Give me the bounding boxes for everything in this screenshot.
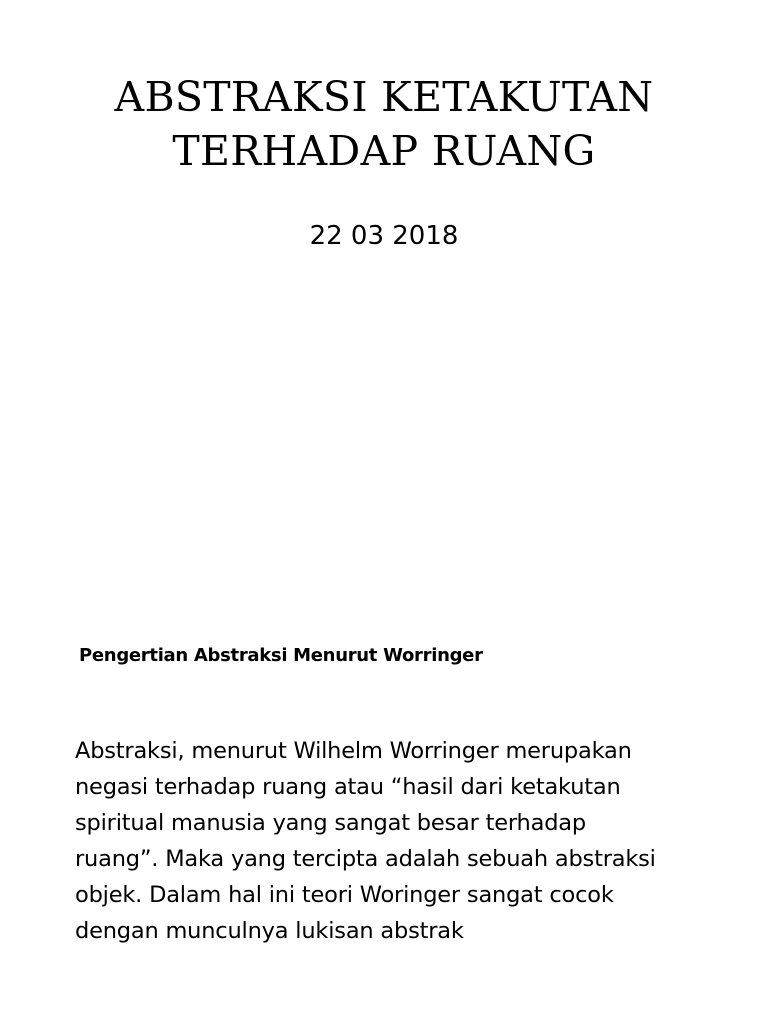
slide-title-line-1: ABSTRAKSI KETAKUTAN: [114, 73, 654, 121]
paragraph-line-6: dengan munculnya lukisan abstrak: [75, 918, 464, 944]
paragraph-line-5: objek. Dalam hal ini teori Woringer sangat cocok: [75, 882, 614, 908]
body-paragraph: [75, 733, 735, 949]
paragraph-line-3: spiritual manusia yang sangat besar terhadap: [75, 810, 586, 836]
slide-title-line-2: TERHADAP RUANG: [172, 127, 596, 175]
paragraph-line-2: negasi terhadap ruang atau “hasil dari ketakutan: [75, 774, 621, 800]
slide-title: [0, 70, 768, 178]
paragraph-line-1: Abstraksi, menurut Wilhelm Worringer merupakan: [75, 738, 632, 764]
paragraph-line-4: ruang”. Maka yang tercipta adalah sebuah abstraksi: [75, 846, 656, 872]
section-heading: Pengertian Abstraksi Menurut Worringer: [79, 645, 483, 666]
slide-date: 22 03 2018: [309, 221, 459, 251]
